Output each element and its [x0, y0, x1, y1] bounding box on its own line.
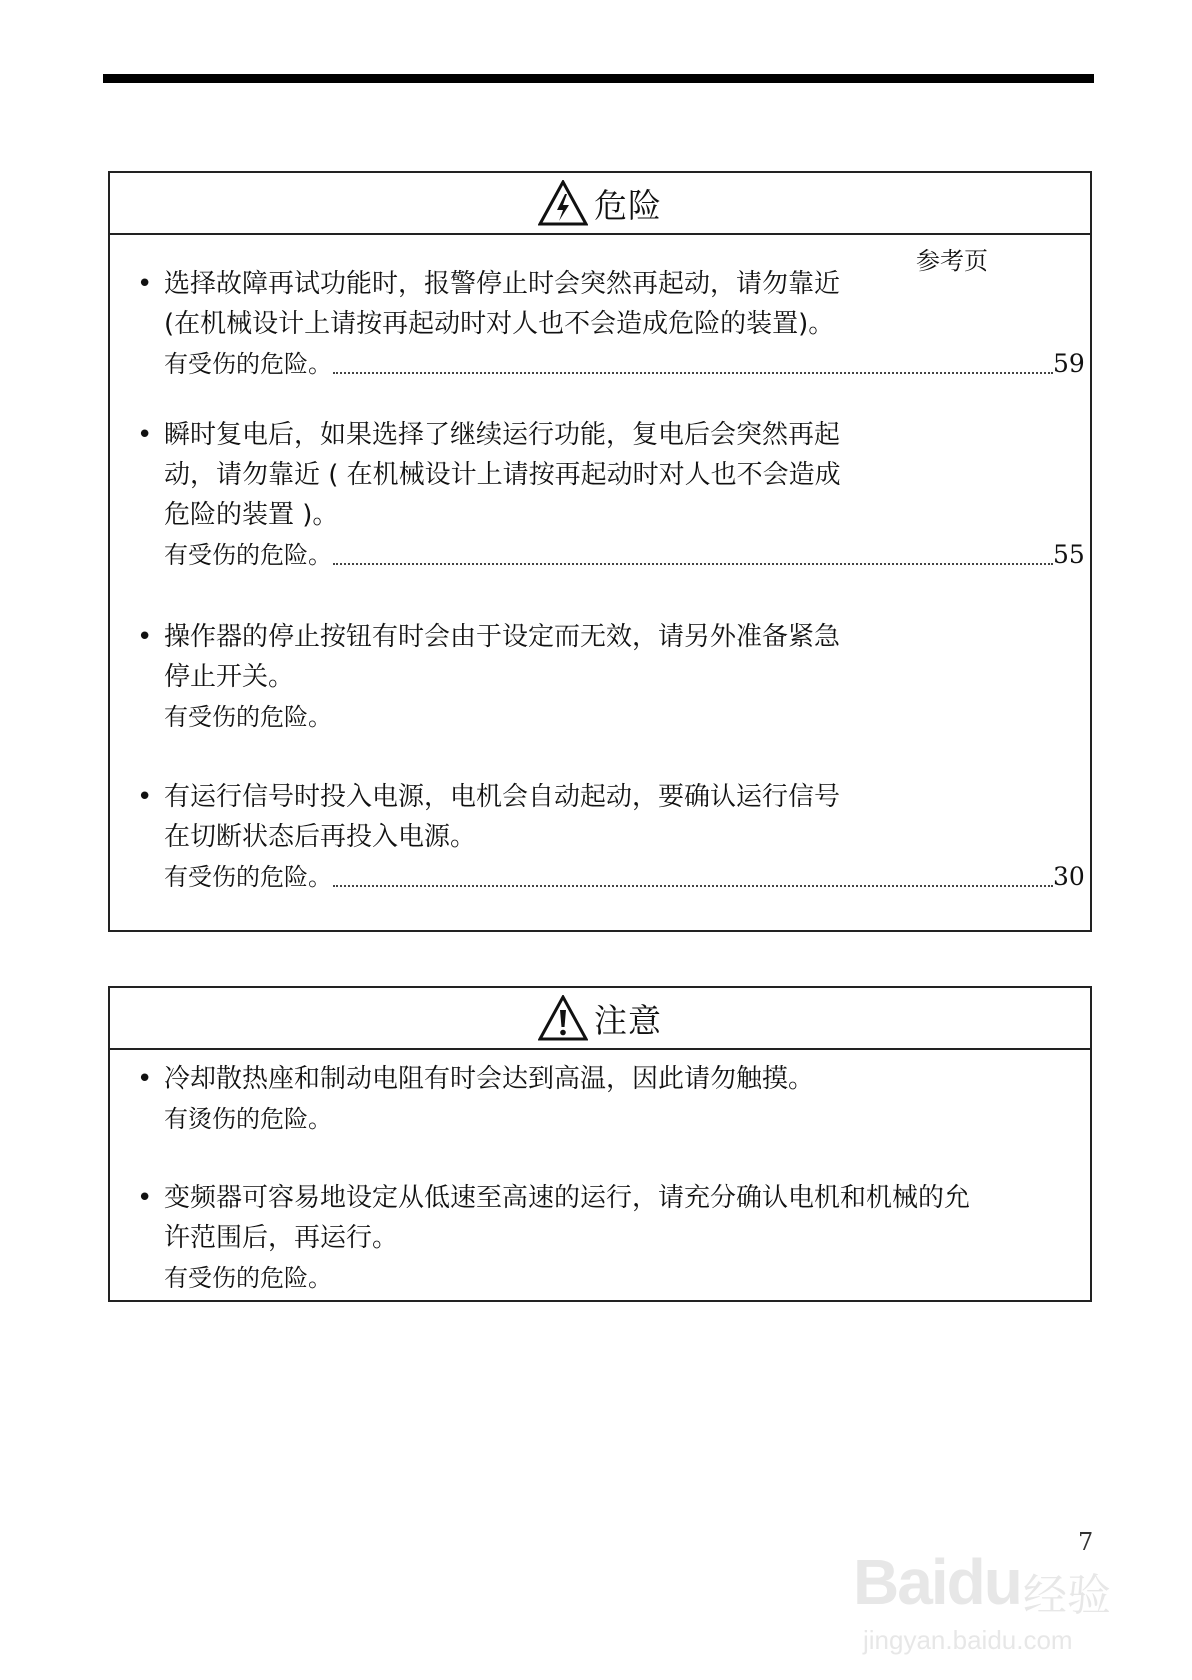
- watermark-cn: 经验: [1023, 1570, 1111, 1621]
- bullet: •: [137, 1183, 153, 1213]
- page-reference: 59: [1053, 349, 1085, 378]
- reference-page-label: 参考页: [916, 247, 988, 275]
- watermark-logo: Baidu: [853, 1546, 1021, 1618]
- item-text: 冷却散热座和制动电阻有时会达到高温，因此请勿触摸。: [164, 1064, 815, 1094]
- danger-item: [137, 777, 1085, 897]
- danger-item: [137, 415, 1085, 575]
- page-number: 7: [1078, 1528, 1094, 1556]
- caution-item: [137, 1178, 970, 1298]
- top-rule: [103, 74, 1094, 83]
- hazard-note: 有受伤的危险。: [164, 541, 332, 569]
- danger-item: [137, 617, 840, 737]
- caution-header: [110, 988, 1090, 1050]
- hazard-note: 有受伤的危险。: [164, 703, 332, 731]
- caution-title: 注意: [594, 1000, 662, 1040]
- item-text: 动，请勿靠近 ( 在机械设计上请按再起动时对人也不会造成: [164, 460, 841, 490]
- page-reference: 55: [1053, 540, 1085, 569]
- dot-leader: [333, 372, 1053, 374]
- item-text: 变频器可容易地设定从低速至高速的运行，请充分确认电机和机械的允: [164, 1183, 971, 1213]
- dot-leader: [333, 563, 1053, 565]
- hazard-note: 有受伤的危险。: [164, 863, 332, 891]
- item-text: (在机械设计上请按再起动时对人也不会造成危险的装置)。: [164, 309, 835, 339]
- bullet: •: [137, 622, 153, 652]
- high-voltage-warning-icon: [538, 180, 588, 226]
- bullet: •: [137, 1064, 153, 1094]
- hazard-note: 有受伤的危险。: [164, 350, 332, 378]
- caution-box: [108, 986, 1092, 1302]
- watermark-url: jingyan.baidu.com: [863, 1625, 1073, 1655]
- item-text: 有运行信号时投入电源，电机会自动起动，要确认运行信号: [164, 782, 841, 812]
- caution-item: [137, 1059, 814, 1139]
- baidu-jingyan-watermark: [853, 1515, 1133, 1665]
- bullet: •: [137, 269, 153, 299]
- item-text: 瞬时复电后，如果选择了继续运行功能，复电后会突然再起: [164, 420, 841, 450]
- bullet: •: [137, 420, 153, 450]
- hazard-note: 有烫伤的危险。: [164, 1105, 332, 1133]
- danger-title: 危险: [594, 185, 662, 225]
- danger-header: [110, 173, 1090, 235]
- item-text: 选择故障再试功能时，报警停止时会突然再起动，请勿靠近: [164, 269, 841, 299]
- item-text: 停止开关。: [164, 662, 295, 692]
- caution-warning-icon: [538, 995, 588, 1041]
- hazard-note: 有受伤的危险。: [164, 1264, 332, 1292]
- dot-leader: [333, 885, 1053, 887]
- bullet: •: [137, 782, 153, 812]
- item-text: 在切断状态后再投入电源。: [164, 822, 477, 852]
- item-text: 危险的装置 )。: [164, 500, 339, 530]
- danger-box: [108, 171, 1092, 932]
- item-text: 操作器的停止按钮有时会由于设定而无效，请另外准备紧急: [164, 622, 841, 652]
- danger-item: [137, 264, 1085, 384]
- page-reference: 30: [1053, 862, 1085, 891]
- item-text: 许范围后，再运行。: [164, 1223, 399, 1253]
